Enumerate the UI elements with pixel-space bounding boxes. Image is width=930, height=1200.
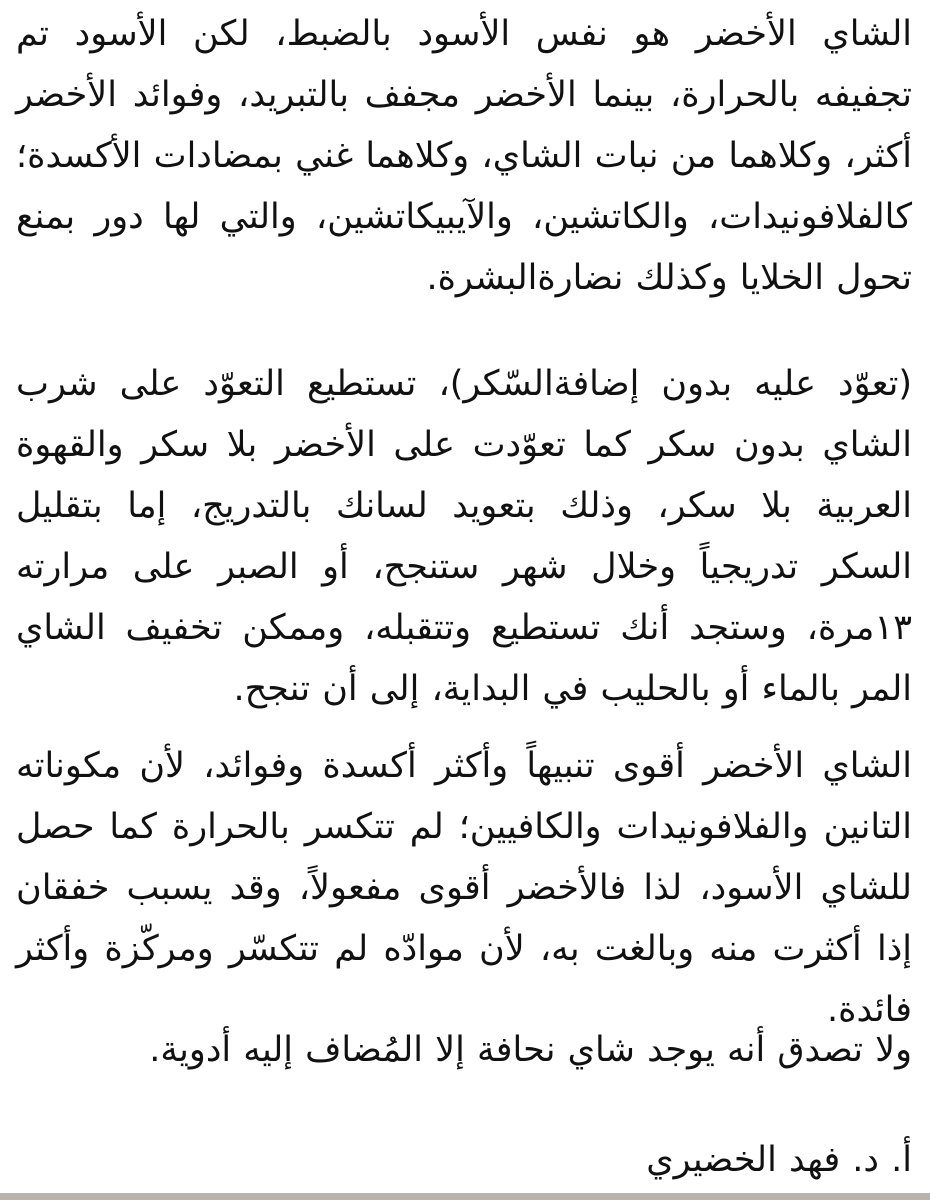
author-signature: أ. د. فهد الخضيري <box>646 1140 912 1180</box>
paragraph-green-vs-black-tea: الشاي الأخضر هو نفس الأسود بالضبط، لكن الأسود تم تجفيفه بالحرارة، بينما الأخضر مجفف بالتبريد، وفوائد الأخضر أكثر، وكلاهما من نبات الشاي، وكلاهما غني بمضادات الأكسدة؛ كالفلافونيدات، والكاتشين، والآيبيكاتشين، والتي لها دور بمنع تحول الخلايا وكذلك نضارةالبشرة. <box>16 14 912 298</box>
bottom-divider <box>0 1193 930 1200</box>
paragraph-tea-without-sugar: (تعوّد عليه بدون إضافةالسّكر)، تستطيع التعوّد على شرب الشاي بدون سكر كما تعوّدت على الأخضر بلا سكر والقهوة العربية بلا سكر، وذلك بتعويد لسانك بالتدريج، إما بتقليل السكر تدريجياً وخلال شهر ستنجح، أو الصبر على مرارته ١٣مرة، وستجد أنك تستطيع وتتقبله، وممكن تخفيف الشاي المر بالماء أو بالحليب في البداية، إلى أن تنجح. <box>16 364 912 709</box>
paragraph-green-tea-stronger: الشاي الأخضر أقوى تنبيهاً وأكثر أكسدة وفوائد، لأن مكوناته التانين والفلافونيدات والكافيين؛ لم تتكسر بالحرارة كما حصل للشاي الأسود، لذا فالأخضر أقوى مفعولاً، وقد يسبب خفقان إذا أكثرت منه وبالغت به، لأن موادّه لم تتكسّر ومركّزة وأكثر فائدة. <box>16 746 912 1030</box>
paragraph-slimming-tea-warning: ولا تصدق أنه يوجد شاي نحافة إلا المُضاف إليه أدوية. <box>149 1030 912 1070</box>
